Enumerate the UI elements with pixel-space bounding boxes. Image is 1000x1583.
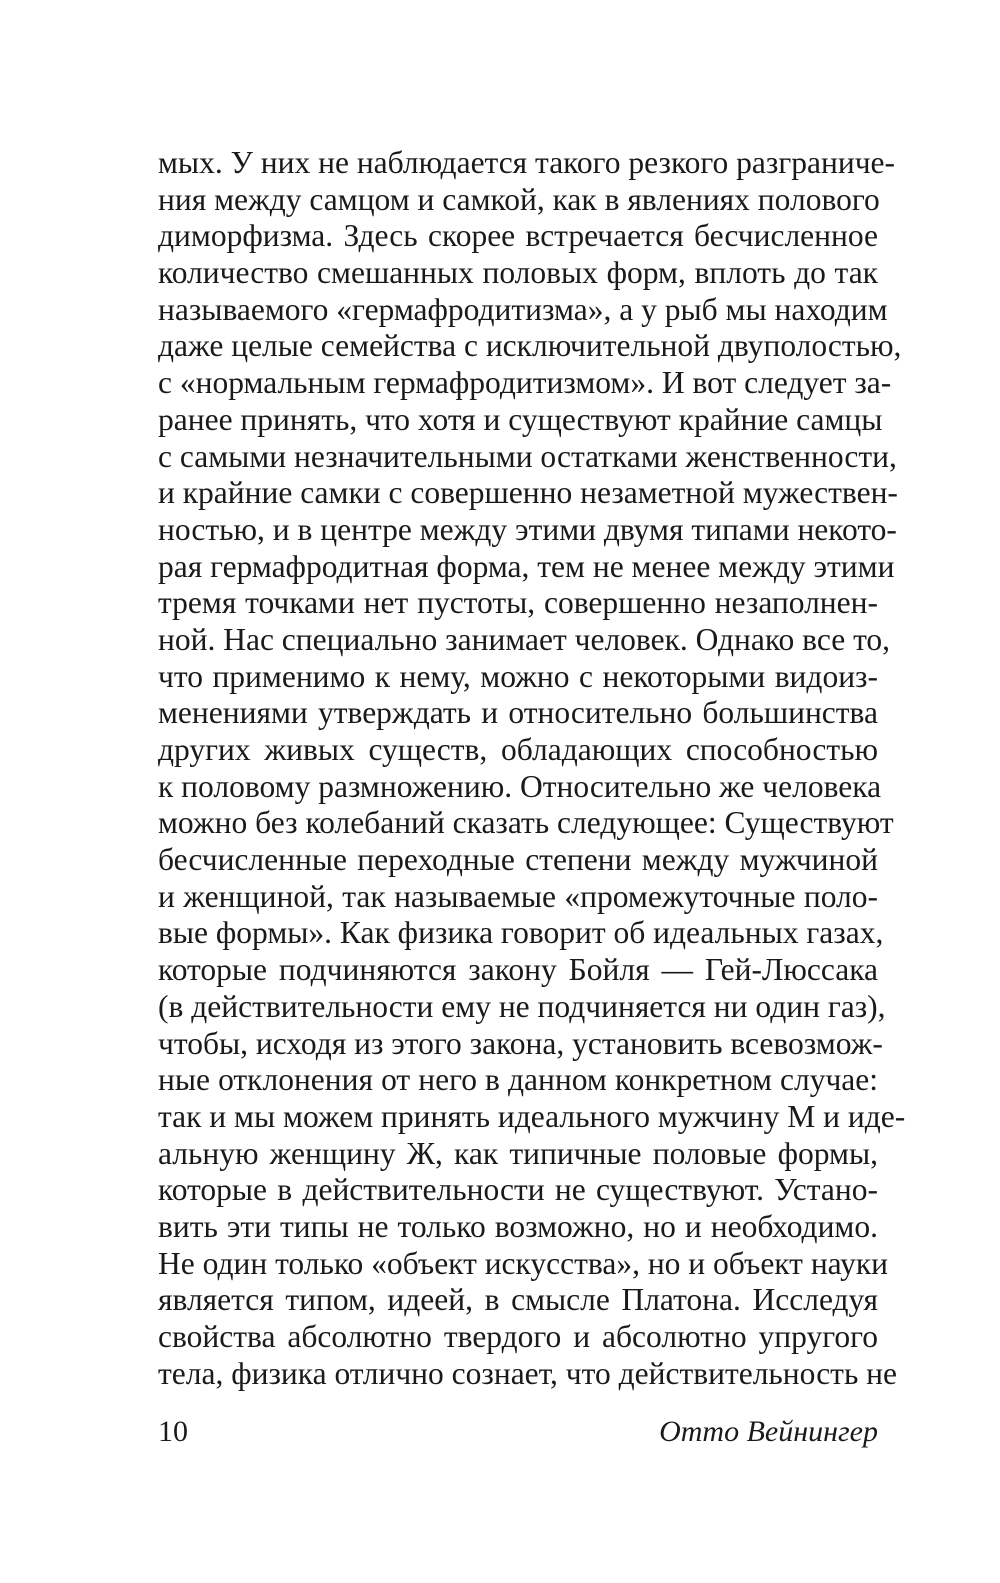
text-line: вить эти типы не только возможно, но и необходимо.: [158, 1208, 878, 1244]
text-line: бесчисленные переходные степени между мужчиной: [158, 842, 878, 878]
text-line: тремя точками нет пустоты, совершенно незаполнен-: [158, 585, 878, 621]
text-line: вые формы». Как физика говорит об идеальных газах,: [158, 915, 884, 951]
text-line: тела, физика отлично сознает, что действительность не: [158, 1355, 898, 1391]
text-line: с «нормальным гермафродитизмом». И вот следует за-: [158, 365, 892, 401]
text-line: свойства абсолютно твердого и абсолютно упругого: [158, 1319, 878, 1354]
text-line: ностью, и в центре между этими двумя типами некото-: [158, 511, 897, 547]
running-title: Отто Вейнингер: [659, 1415, 878, 1448]
text-line: рая гермафродитная форма, тем не менее между этими: [158, 548, 895, 584]
text-line: ные отклонения от него в данном конкретном случае:: [158, 1062, 878, 1098]
text-line: альную женщину Ж, как типичные половые формы,: [158, 1135, 878, 1171]
text-line: называемого «гермафродитизма», а у рыб мы находим: [158, 291, 888, 327]
text-line: мых. У них не наблюдается такого резкого разграниче-: [158, 145, 896, 180]
text-line: так и мы можем принять идеального мужчину М и иде-: [158, 1098, 906, 1134]
text-line: других живых существ, обладающих способностью: [158, 732, 878, 767]
text-line: Не один только «объект искусства», но и объект науки: [158, 1245, 888, 1281]
text-line: и женщиной, так называемые «промежуточные поло-: [158, 878, 878, 914]
text-line: ния между самцом и самкой, как в явлениях полового: [158, 181, 880, 217]
body-text: [158, 145, 906, 1392]
text-line: ной. Нас специально занимает человек. Однако все то,: [158, 621, 891, 657]
text-line: менениями утверждать и относительно большинства: [158, 695, 878, 731]
page-footer: [158, 1410, 878, 1454]
text-line: с самыми незначительными остатками женственности,: [158, 438, 897, 474]
text-line: к половому размножению. Относительно же человека: [158, 768, 882, 804]
page-number: 10: [158, 1415, 188, 1448]
text-line: можно без колебаний сказать следующее: Существуют: [158, 805, 894, 841]
text-line: которые в действительности не существуют. Устано-: [158, 1172, 878, 1208]
text-line: (в действительности ему не подчиняется ни один газ),: [158, 988, 886, 1024]
text-line: чтобы, исходя из этого закона, установить всевозмож-: [158, 1025, 883, 1061]
text-line: ранее принять, что хотя и существуют крайние самцы: [158, 401, 883, 437]
text-line: и крайние самки с совершенно незаметной мужествен-: [158, 475, 898, 511]
text-line: даже целые семейства с исключительной двуполостью,: [158, 328, 902, 364]
text-line: которые подчиняются закону Бойля — Гей-Люссака: [158, 952, 878, 988]
text-line: диморфизма. Здесь скорее встречается бесчисленное: [158, 218, 878, 254]
text-line: является типом, идеей, в смысле Платона. Исследуя: [158, 1282, 878, 1318]
text-line: количество смешанных половых форм, вплоть до так: [158, 255, 878, 291]
text-line: что применимо к нему, можно с некоторыми видоиз-: [158, 658, 878, 694]
